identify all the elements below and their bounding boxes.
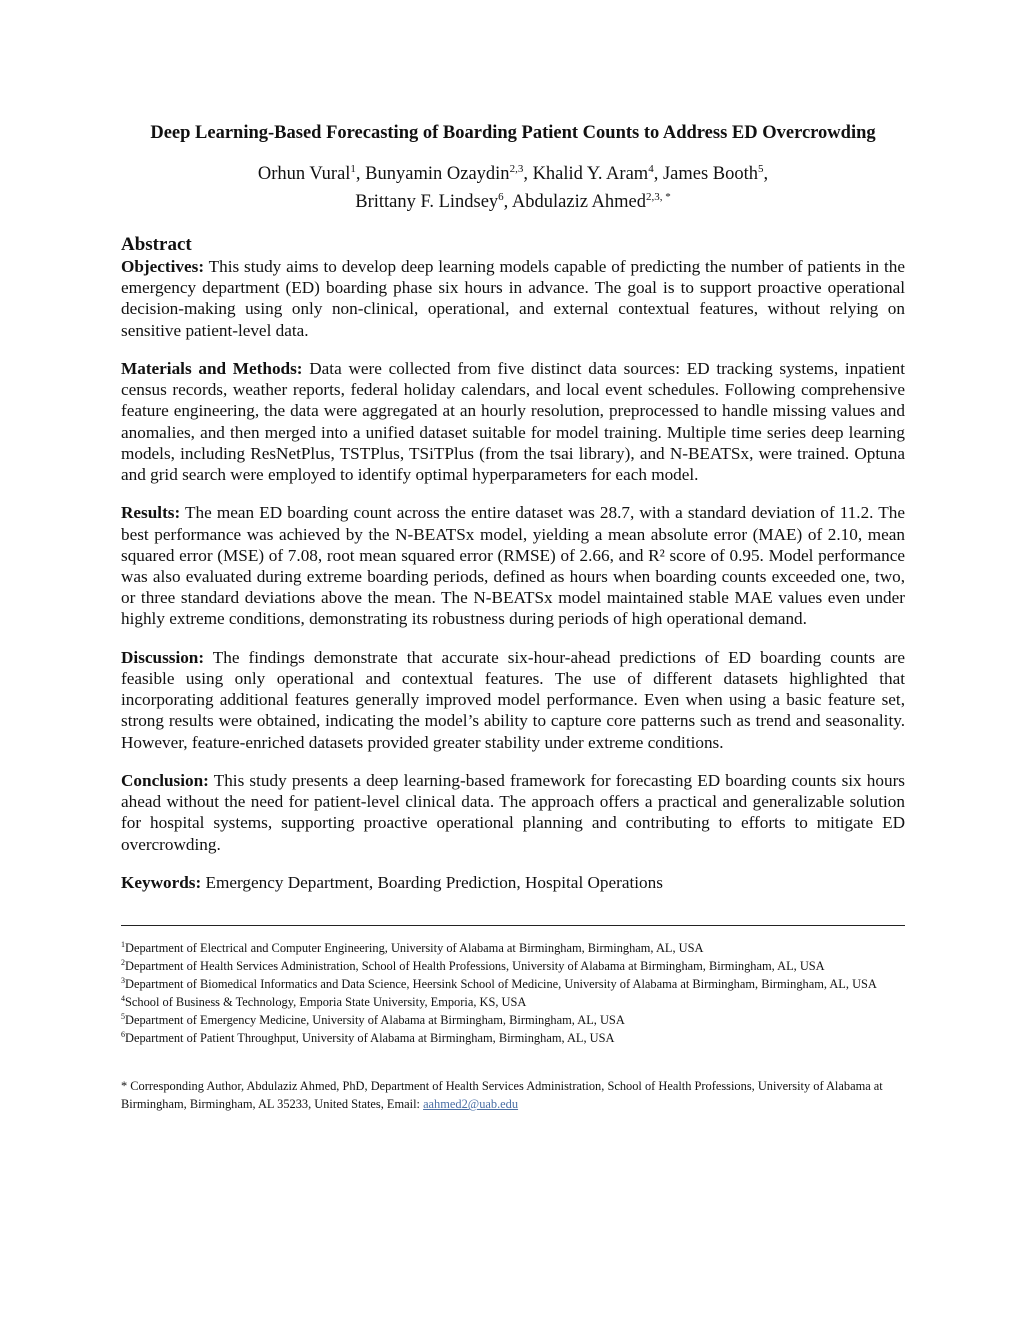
section-text: This study aims to develop deep learning models capable of predicting the number of patients in the emergency department (ED) boarding phase six hours in advance. The goal is to support proactive operational decision-making using only non-clinical, operational, and external contextual features, without relying on sensitive patient-level data.	[121, 257, 905, 340]
section-label: Discussion:	[121, 647, 205, 667]
abstract-keywords	[121, 872, 905, 893]
email-link[interactable]: aahmed2@uab.edu	[423, 1097, 519, 1112]
section-text: The mean ED boarding count across the entire dataset was 28.7, with a standard deviation of 11.2. The best performance was achieved by the N-BEATSx model, yielding a mean absolute error (MAE) of 2.10, mean squared error (MSE) of 7.08, root mean squared error (RMSE) of 2.66, and R² score of 0.95. Model performance was also evaluated during extreme boarding periods, defined as hours when boarding counts exceeded one, two, or three standard deviations above the mean. The N-BEATSx model maintained stable MAE values even under highly extreme conditions, demonstrating its robustness during periods of high operational demand.	[121, 503, 905, 629]
corresponding-text: * Corresponding Author, Abdulaziz Ahmed, PhD, Department of Health Services Administration, School of Health Professions, University of Alabama at Birmingham, Birmingham, AL 35233, United States, Email:	[121, 1079, 883, 1112]
author: Abdulaziz Ahmed$^{2,3, *}$	[511, 190, 671, 212]
author-line-2	[121, 188, 905, 216]
section-label: Keywords:	[121, 873, 202, 893]
section-label: Results:	[121, 503, 181, 523]
section-label: Conclusion:	[121, 771, 209, 791]
abstract-discussion	[121, 647, 905, 753]
author: Brittany F. Lindsey$^6$,	[355, 190, 512, 212]
section-label: Objectives:	[121, 257, 205, 276]
paper-title: Deep Learning-Based Forecasting of Boarding Patient Counts to Address ED Overcrowding	[150, 123, 876, 143]
abstract-heading: Abstract	[121, 234, 192, 255]
author: Orhun Vural$^1$,	[257, 162, 366, 184]
author: Khalid Y. Aram$^4$,	[532, 162, 663, 184]
section-text: The findings demonstrate that accurate six-hour-ahead predictions of ED boarding counts are feasible using only operational and contextual features. The use of different datasets highlighted that incorporating additional features generally improved model performance. Even when using a basic feature set, strong results were obtained, indicating the model’s ability to capture core patterns such as trend and seasonality. However, feature-enriched datasets provided greater stability under extreme conditions.	[121, 647, 905, 752]
author: Bunyamin Ozaydin$^{2,3}$,	[365, 162, 533, 184]
section-text: Emergency Department, Boarding Prediction, Hospital Operations	[205, 873, 663, 893]
footnote-divider	[121, 925, 905, 926]
section-text: This study presents a deep learning-based framework for forecasting ED boarding counts six hours ahead without the need for patient-level clinical data. The approach offers a practical and generalizable solution for hospital systems, supporting proactive operational planning and contributing to efforts to mitigate ED overcrowding.	[121, 771, 905, 854]
section-label: Materials and Methods:	[121, 359, 303, 378]
affiliation-item: $^4$School of Business & Technology, Emporia State University, Emporia, KS, USA	[121, 994, 527, 1010]
abstract-body	[121, 256, 905, 893]
abstract-methods	[121, 358, 905, 485]
affiliation-item: $^5$Department of Emergency Medicine, University of Alabama at Birmingham, Birmingham, AL, USA	[121, 1012, 625, 1028]
author: James Booth$^5$,	[662, 162, 769, 184]
affiliation-item: $^6$Department of Patient Throughput, University of Alabama at Birmingham, Birmingham, AL, USA	[121, 1030, 615, 1046]
author-line-1	[121, 160, 905, 188]
affiliation-item: $^1$Department of Electrical and Computer Engineering, University of Alabama at Birmingham, Birmingham, AL, USA	[121, 940, 704, 956]
abstract-results	[121, 502, 905, 629]
affiliations-list	[121, 939, 905, 1047]
author-list	[121, 160, 905, 216]
section-text: Data were collected from five distinct data sources: ED tracking systems, inpatient census records, weather reports, federal holiday calendars, and local event schedules. Following comprehensive feature engineering, the data were aggregated at an hourly resolution, preprocessed to handle missing values and anomalies, and then merged into a unified dataset suitable for model training. Multiple time series deep learning models, including ResNetPlus, TSTPlus, TSiTPlus (from the tsai library), and N-BEATSx, were trained. Optuna and grid search were employed to identify optimal hyperparameters for each model.	[121, 359, 905, 485]
abstract-objectives	[121, 256, 905, 341]
affiliation-item: $^2$Department of Health Services Administration, School of Health Professions, University of Alabama at Birmingham, Birmingham, AL, USA	[121, 958, 825, 974]
paper-page	[121, 118, 905, 1113]
abstract-conclusion	[121, 770, 905, 855]
corresponding-author-note	[121, 1077, 905, 1113]
affiliation-item: $^3$Department of Biomedical Informatics and Data Science, Heersink School of Medicine, University of Alabama at Birmingham, Birmingham, AL, USA	[121, 976, 877, 992]
